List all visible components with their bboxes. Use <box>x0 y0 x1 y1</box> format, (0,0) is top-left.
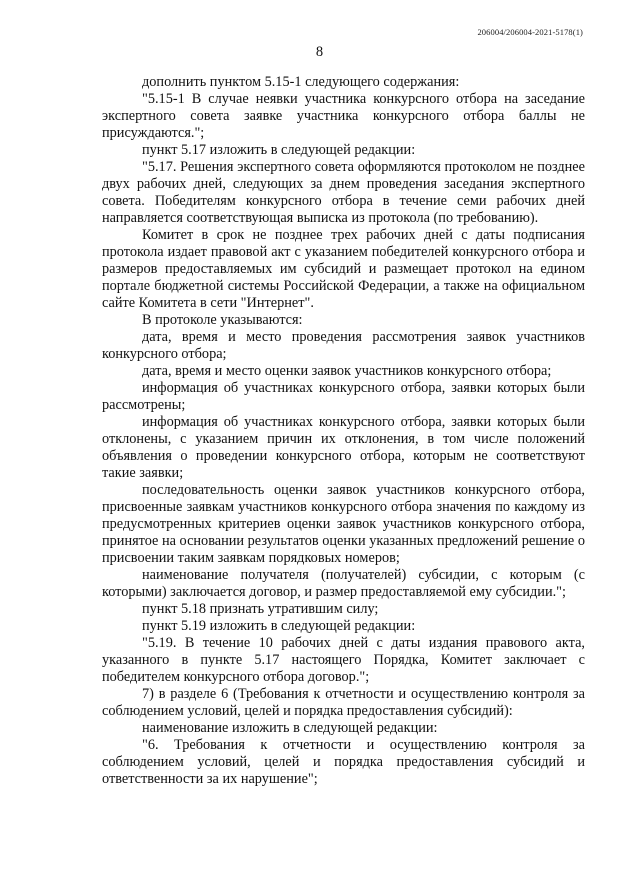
paragraph-5: Комитет в срок не позднее трех рабочих дней с даты подписания протокола издает правовой акт с указанием победителей конкурсного отбора и размеров предоставляемых им субсидий и размещает протокол на едином портале бюджетной системы Российской Федерации, а также на официальном сайте Комитета в сети "Интернет". <box>102 227 585 311</box>
paragraph-2: "5.15-1 В случае неявки участника конкурсного отбора на заседание экспертного совета заявке участника конкурсного отбора баллы не присуждаются."; <box>102 91 585 141</box>
paragraph-8: дата, время и место оценки заявок участников конкурсного отбора; <box>142 363 552 379</box>
paragraph-6: В протоколе указываются: <box>142 312 303 328</box>
paragraph-18: "6. Требования к отчетности и осуществлению контроля за соблюдением условий, целей и порядка предоставления субсидий и ответственности за их нарушение"; <box>102 737 585 787</box>
paragraph-13: пункт 5.18 признать утратившим силу; <box>142 601 379 617</box>
page-number: 8 <box>315 44 324 60</box>
paragraph-12: наименование получателя (получателей) субсидии, с которым (с которыми) заключается договор, и размер предоставляемой ему субсидии."; <box>102 567 585 600</box>
paragraph-7: дата, время и место проведения рассмотрения заявок участников конкурсного отбора; <box>102 329 585 362</box>
paragraph-10: информация об участниках конкурсного отбора, заявки которых были отклонены, с указанием причин их отклонения, в том числе положений объявления о проведении конкурсного отбора, которым не соответствуют такие заявки; <box>102 414 585 481</box>
paragraph-15: "5.19. В течение 10 рабочих дней с даты издания правового акта, указанного в пункте 5.17 настоящего Порядка, Комитет заключает с победителем конкурсного отбора договор."; <box>102 635 585 685</box>
paragraph-3: пункт 5.17 изложить в следующей редакции: <box>142 142 416 158</box>
paragraph-11: последовательность оценки заявок участников конкурсного отбора, присвоенные заявкам участников конкурсного отбора значения по каждому из предусмотренных критериев оценки заявок участников конкурсного отбора, принятое на основании результатов оценки указанных предложений решение о присвоении таким заявкам порядковых номеров; <box>102 482 585 566</box>
paragraph-17: наименование изложить в следующей редакции: <box>142 720 438 736</box>
document-body <box>102 74 585 788</box>
document-id: 206004/206004-2021-5178(1) <box>477 27 583 37</box>
paragraph-1: дополнить пунктом 5.15-1 следующего содержания: <box>142 74 460 90</box>
paragraph-14: пункт 5.19 изложить в следующей редакции: <box>142 618 416 634</box>
paragraph-4: "5.17. Решения экспертного совета оформляются протоколом не позднее двух рабочих дней, следующих за днем проведения заседания экспертного совета. Победителям конкурсного отбора в течение семи рабочих дней направляется соответствующая выписка из протокола (по требованию). <box>102 159 585 226</box>
paragraph-9: информация об участниках конкурсного отбора, заявки которых были рассмотрены; <box>102 380 585 413</box>
paragraph-16: 7) в разделе 6 (Требования к отчетности и осуществлению контроля за соблюдением условий, целей и порядка предоставления субсидий): <box>102 686 585 719</box>
